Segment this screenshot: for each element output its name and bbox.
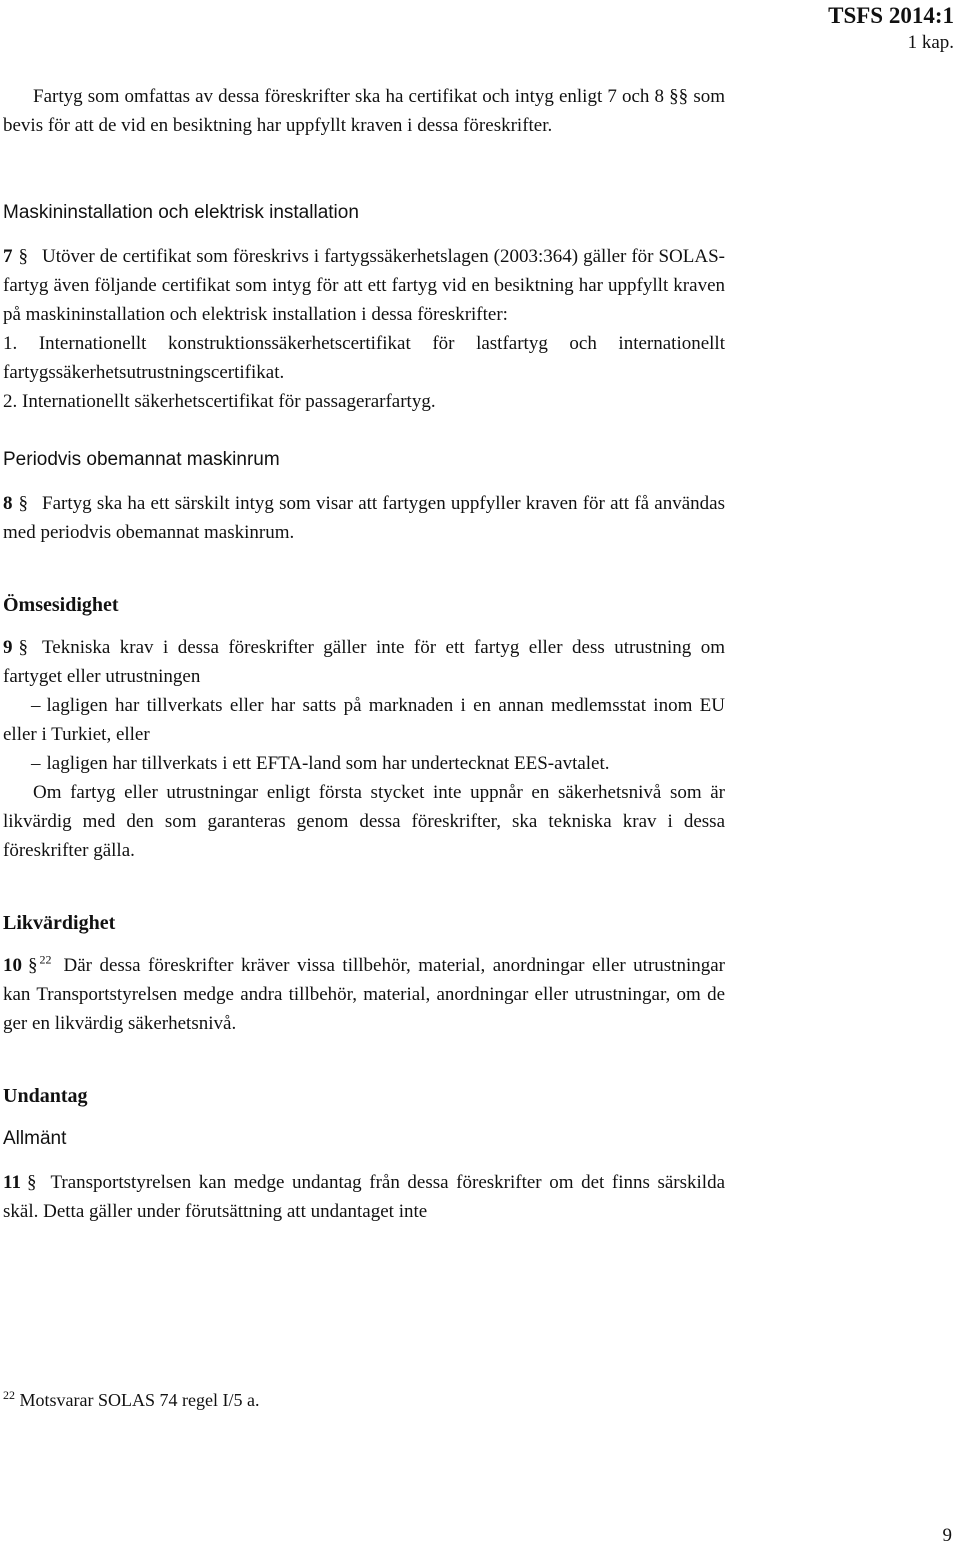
intro-paragraph: Fartyg som omfattas av dessa föreskrifter ska ha certifikat och intyg enligt 7 och 8 §§ som bevis för att de vid en besiktning har uppfyllt kraven i dessa föreskrifter.	[3, 86, 725, 136]
section-7-text: Utöver de certifikat som föreskrivs i fartygssäkerhetslagen (2003:364) gäller för SOLAS-fartyg även följande certifikat som intyg för att ett fartyg vid en besiktning har uppfyllt kraven på maskininstallation och elektrisk installation i dessa föreskrifter:	[3, 246, 725, 325]
section-10-number: 10	[3, 955, 22, 976]
section-7-item-2: 2. Internationellt säkerhetscertifikat för passagerarfartyg.	[3, 391, 436, 412]
section-7-heading: Maskininstallation och elektrisk installation	[3, 202, 359, 223]
section-9-paragraph-2: Om fartyg eller utrustningar enligt första stycket inte uppnår en säkerhetsnivå som är likvärdig med den som garanteras genom dessa föreskrifter, ska tekniska krav i dessa föreskrifter gälla.	[3, 782, 725, 861]
section-7-sign: §	[18, 246, 28, 267]
document-id: TSFS 2014:1	[828, 3, 954, 28]
section-8-paragraph	[3, 489, 725, 547]
section-9-number: 9	[3, 637, 13, 658]
page-number: 9	[942, 1525, 952, 1546]
chapter-label: 1 kap.	[907, 32, 954, 53]
section-10-heading: Likvärdighet	[3, 912, 116, 934]
section-9-heading: Ömsesidighet	[3, 594, 119, 616]
footnote-text: Motsvarar SOLAS 74 regel I/5 a.	[19, 1390, 260, 1410]
section-9-paragraph	[3, 633, 725, 691]
section-10-sign: §	[28, 955, 38, 976]
section-8-text: Fartyg ska ha ett särskilt intyg som visar att fartygen uppfyller kraven för att få användas med periodvis obemannat maskinrum.	[3, 493, 725, 543]
section-9-dash-item-1	[3, 691, 725, 749]
section-11-subheading: Allmänt	[3, 1128, 67, 1149]
section-7-item-1: 1. Internationellt konstruktionssäkerhetscertifikat för lastfartyg och internationellt fartygssäkerhetsutrustningscertifikat.	[3, 333, 725, 383]
section-9-dash-item-2	[3, 749, 725, 778]
section-10-paragraph	[3, 951, 725, 1038]
section-7-paragraph	[3, 242, 725, 329]
footnote-reference: 22	[39, 952, 52, 967]
section-9-sign: §	[18, 637, 28, 658]
section-9-dash-text-2: lagligen har tillverkats i ett EFTA-land som har undertecknat EES-avtalet.	[46, 753, 610, 774]
dash-marker: –	[31, 695, 41, 716]
section-11-heading: Undantag	[3, 1085, 88, 1107]
section-8-number: 8	[3, 493, 13, 514]
section-9-text: Tekniska krav i dessa föreskrifter gäller inte för ett fartyg eller dess utrustning om fartyget eller utrustningen	[3, 637, 725, 687]
footnote-number: 22	[3, 1388, 15, 1402]
main-text	[3, 82, 725, 1226]
section-10-text: Där dessa föreskrifter kräver vissa tillbehör, material, anordningar eller utrustningar kan Transportstyrelsen medge andra tillbehör, material, anordningar eller utrustningar, om de ger en likvärdig säkerhetsnivå.	[3, 955, 725, 1034]
section-11-text: Transportstyrelsen kan medge undantag från dessa föreskrifter om det finns särskilda skäl. Detta gäller under förutsättning att undantaget inte	[3, 1172, 725, 1222]
section-9-dash-text-1: lagligen har tillverkats eller har satts på marknaden i en annan medlemsstat inom EU eller i Turkiet, eller	[3, 695, 725, 745]
section-11-sign: §	[26, 1172, 37, 1193]
running-header	[828, 2, 954, 56]
section-11-number: 11	[3, 1172, 21, 1193]
section-7-number: 7	[3, 246, 13, 267]
footnote	[3, 1390, 259, 1411]
section-8-sign: §	[18, 493, 28, 514]
dash-marker: –	[31, 753, 41, 774]
section-8-heading: Periodvis obemannat maskinrum	[3, 449, 280, 470]
section-11-paragraph	[3, 1168, 725, 1226]
